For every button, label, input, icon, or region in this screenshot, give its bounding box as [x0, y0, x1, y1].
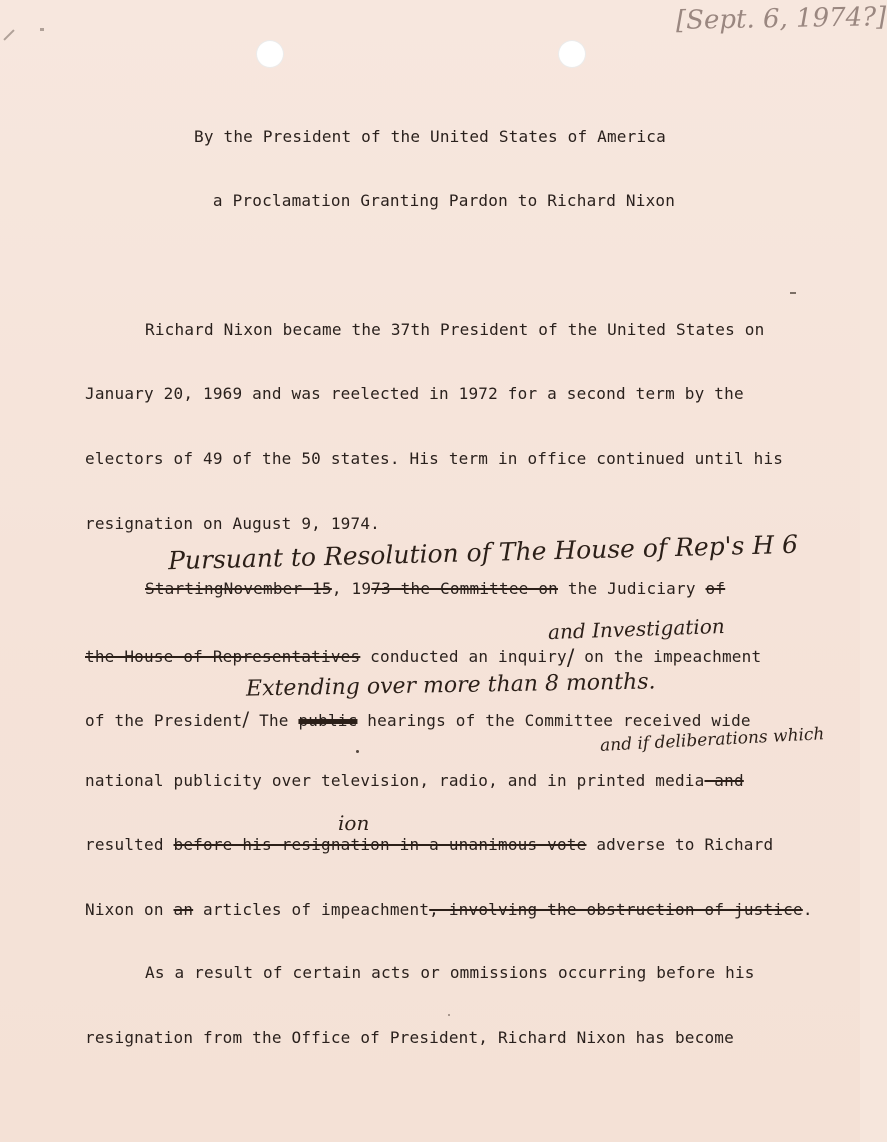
corner-mark — [40, 28, 44, 31]
text-fragment: The — [249, 711, 299, 730]
text-fragment: on the impeachment — [574, 647, 762, 666]
text-fragment: hearings of the Committee received wide — [357, 711, 751, 730]
handwritten-insert-ion: ion — [338, 811, 370, 835]
paragraph2-line-4 — [85, 771, 744, 790]
text-fragment: the Judiciary — [558, 579, 706, 598]
punch-hole-left — [256, 40, 284, 68]
handwritten-insert-investigation: and Investigation — [547, 613, 726, 645]
handwritten-date: [Sept. 6, 1974?] — [675, 2, 887, 36]
paragraph1-line-2: January 20, 1969 and was reelected in 1972 for a second term by the — [85, 384, 744, 403]
caret-mark: / — [566, 646, 575, 671]
struck-text: before his resignation in a unanimous vote — [173, 835, 587, 854]
paragraph2-line-3 — [85, 707, 751, 731]
struck-text: Starting — [145, 579, 224, 598]
struck-text: of — [705, 579, 726, 598]
handwritten-insert-which: and if deliberations which — [599, 724, 825, 756]
paragraph2-line-5 — [85, 835, 773, 854]
corner-mark — [3, 29, 14, 40]
paragraph3-line-1: As a result of certain acts or ommissions occurring before his — [145, 963, 755, 982]
text-fragment: Nixon on — [85, 900, 174, 919]
paragraph2-line-6 — [85, 900, 813, 919]
paragraph2-line-2 — [85, 643, 762, 671]
struck-text: an — [173, 900, 194, 919]
handwritten-insert-extending: Extending over more than 8 months. — [245, 669, 656, 702]
speck — [790, 292, 796, 294]
handwritten-insert-pursuant: Pursuant to Resolution of The House of Rep's H 6 — [167, 529, 799, 576]
speck — [356, 750, 359, 753]
struck-text: , involving the obstruction of justice — [429, 900, 803, 919]
speck — [448, 1014, 450, 1016]
text-fragment: national publicity over television, radio, and in printed media — [85, 771, 705, 790]
paragraph2-line-1 — [145, 579, 725, 598]
paragraph3-line-2: resignation from the Office of President, Richard Nixon has become — [85, 1028, 734, 1047]
punch-hole-right — [558, 40, 586, 68]
text-fragment: conducted an inquiry — [360, 647, 567, 666]
struck-text: the House of Representatives — [85, 647, 361, 666]
paragraph1-line-4: resignation on August 9, 1974. — [85, 514, 380, 533]
struck-text: November 15 — [223, 579, 332, 598]
paragraph1-line-3: electors of 49 of the 50 states. His term in office continued until his — [85, 449, 784, 468]
text-fragment: adverse to Richard — [586, 835, 774, 854]
text-fragment: articles of impeachment — [193, 900, 430, 919]
text-fragment: resulted — [85, 835, 174, 854]
text-fragment: . — [802, 900, 813, 919]
struck-text: public — [298, 711, 358, 730]
caret-mark: / — [242, 707, 250, 731]
text-fragment: of the President — [85, 711, 243, 730]
title-line-2: a Proclamation Granting Pardon to Richard Nixon — [212, 191, 676, 210]
text-fragment: , 19 — [331, 579, 372, 598]
title-line-1: By the President of the United States of America — [194, 127, 666, 146]
paragraph1-line-1: Richard Nixon became the 37th President of the United States on — [145, 320, 765, 339]
struck-text: 73 the Committee on — [371, 579, 559, 598]
struck-text: and — [704, 771, 744, 790]
